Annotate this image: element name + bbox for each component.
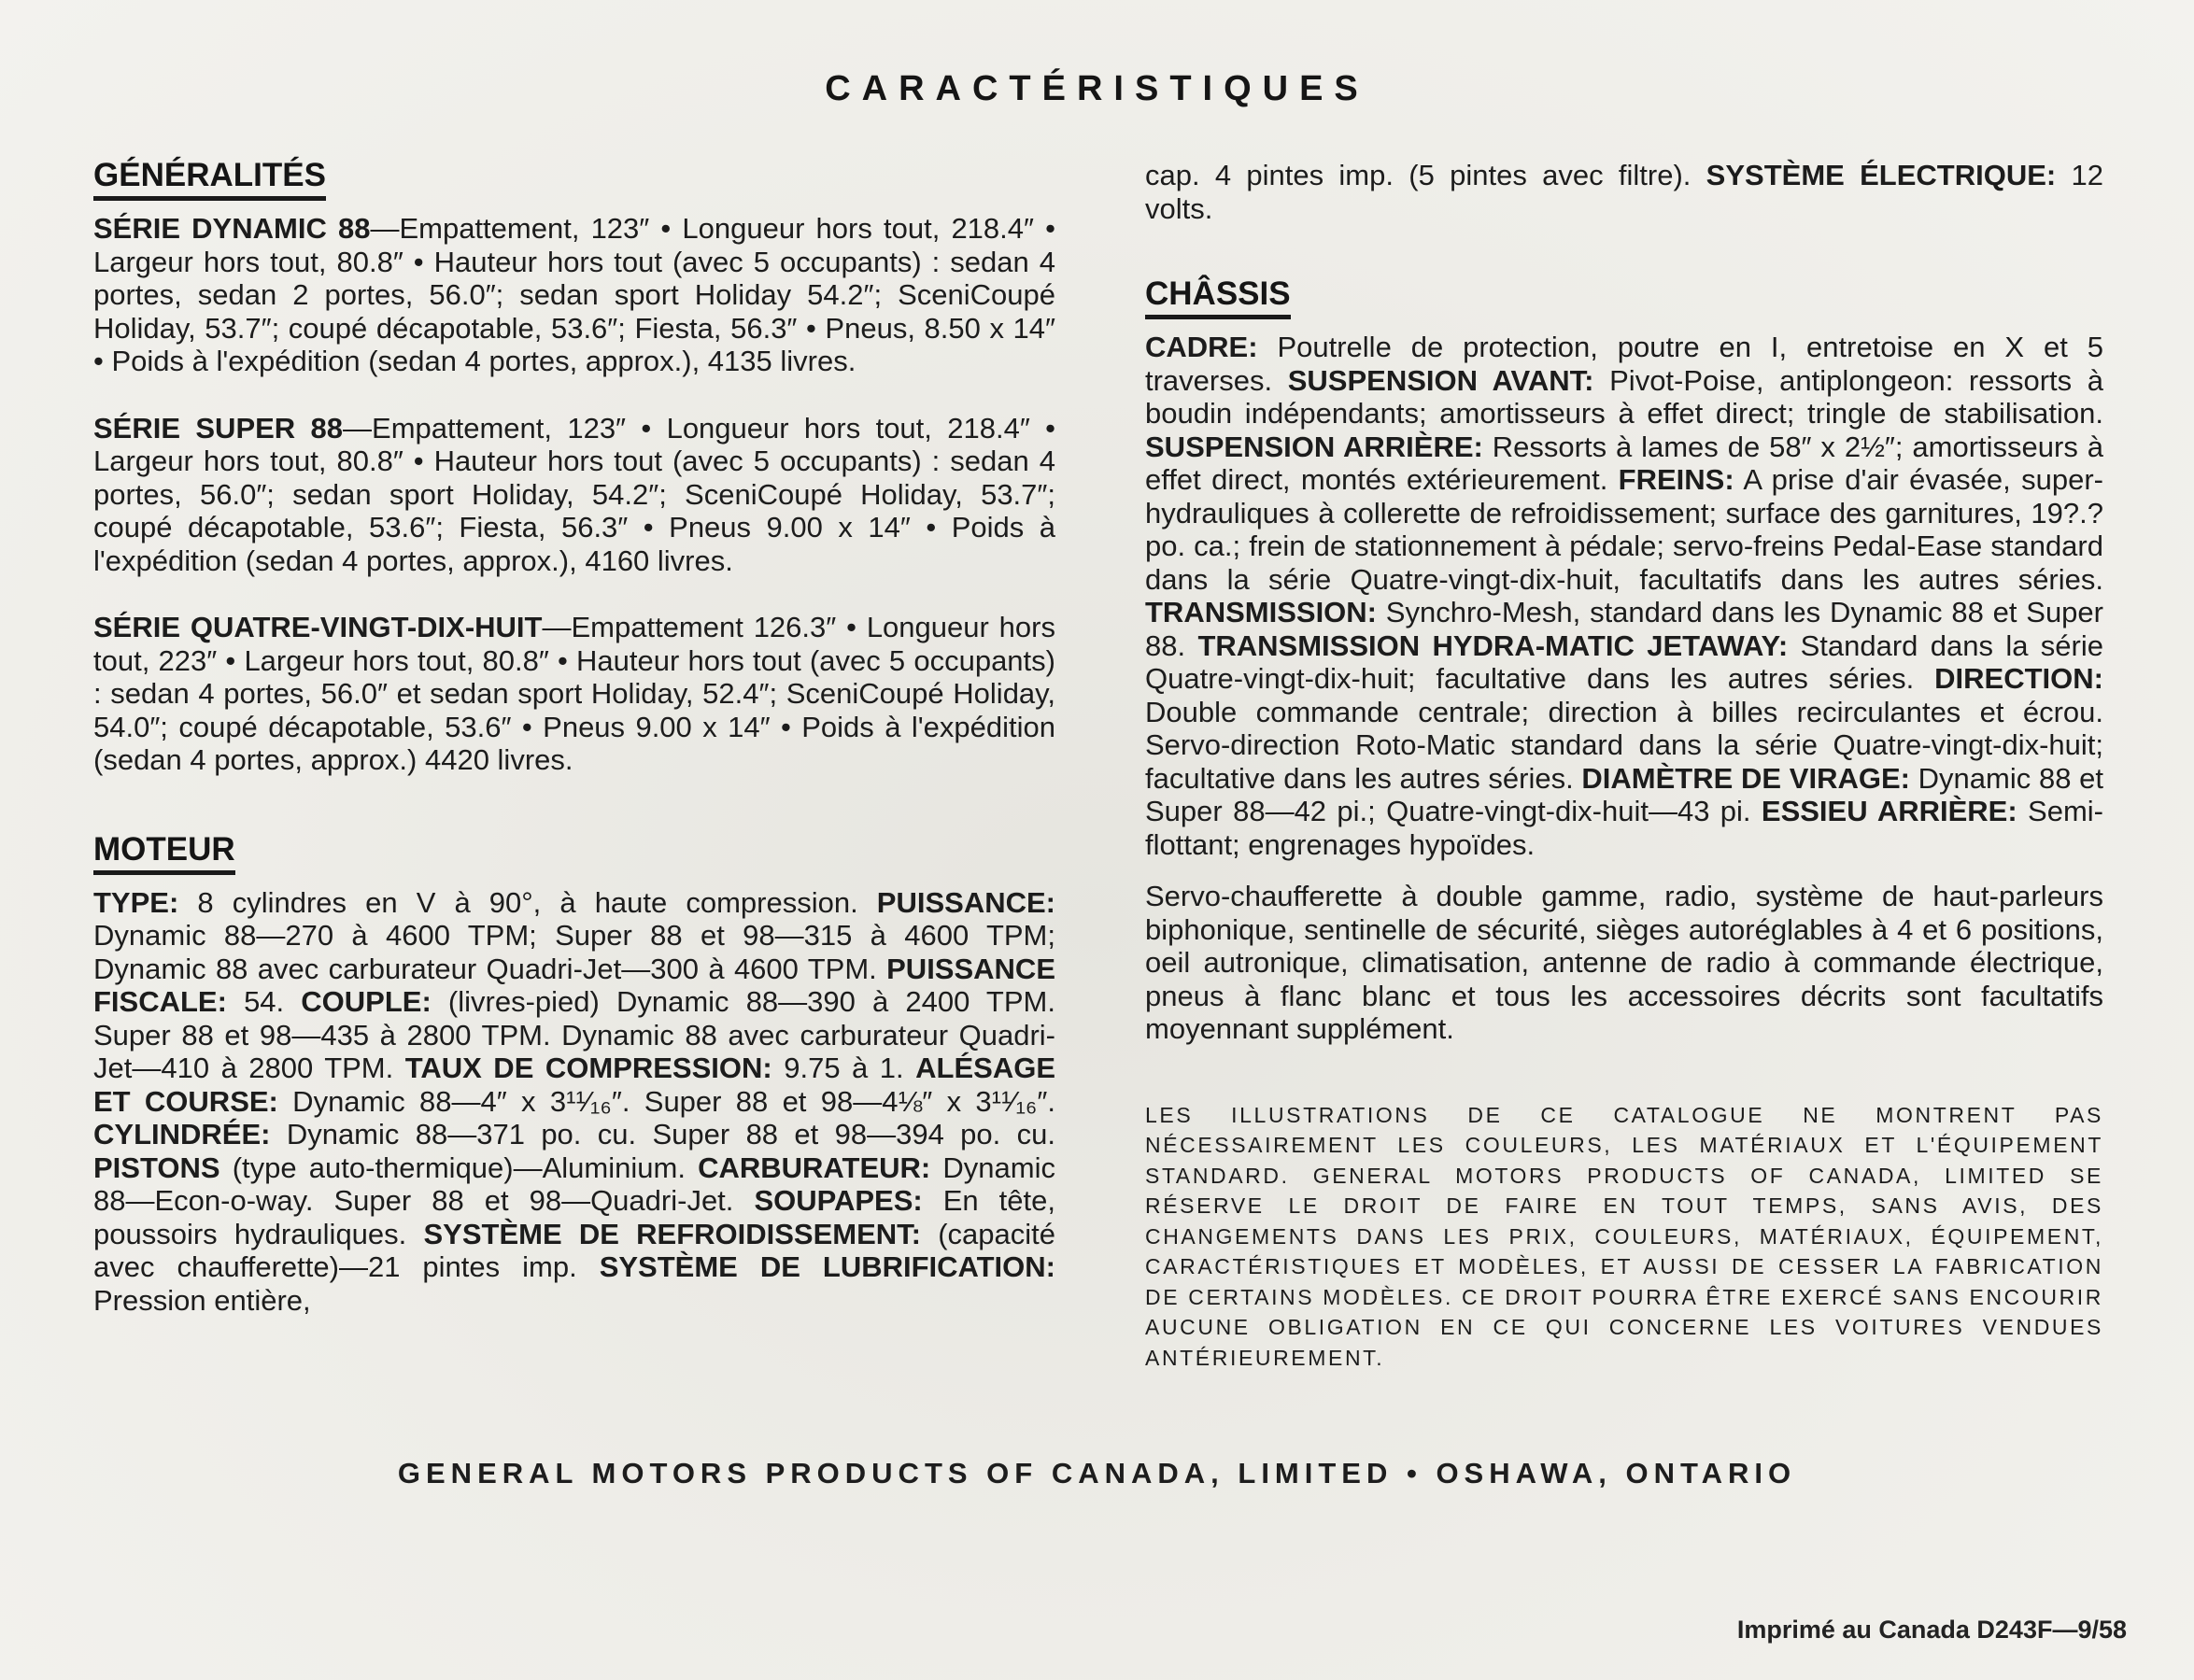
spec-label: PUISSANCE:	[876, 885, 1055, 919]
spec-label: SUSPENSION AVANT:	[1287, 363, 1594, 397]
spec-label: SYSTÈME DE LUBRIFICATION:	[599, 1250, 1055, 1283]
spec-text: 9.75 à 1.	[771, 1052, 916, 1084]
spec-text: (capacité avec chaufferette)—21 pintes imp.	[93, 1217, 1055, 1283]
spec-text: 8 cylindres en V à 90°, à haute compression.	[178, 885, 877, 919]
spec-moteur	[93, 886, 1055, 1318]
spec-text: Pivot-Poise, antiplongeon: ressorts à boudin indépendants; amortisseurs à effet direct; tringle de stabilisation.	[1145, 363, 2104, 430]
spec-text: Pression entière,	[93, 1283, 311, 1317]
spec-quatre-vingt-dix-huit	[93, 611, 1055, 777]
spec-text: —Empattement, 123″ • Longueur hors tout, 218.4″ • Largeur hors tout, 80.8″ • Hauteur hors tout (avec 5 occupants) : sedan 4 portes, sedan 2 portes, 56.0″; sedan sport Holiday 54.2″; SceniCoupé Holiday, 53.7″; coupé décapotable, 53.6″; Fiesta, 56.3″ • Pneus, 8.50 x 14″ • Poids à l'expédition (sedan 4 portes, approx.), 4135 livres.	[93, 212, 1055, 377]
spec-super-88	[93, 412, 1055, 578]
spec-label: COUPLE:	[301, 985, 432, 1018]
spec-chassis	[1145, 331, 2103, 861]
spec-label: SUSPENSION ARRIÈRE:	[1145, 430, 1483, 463]
spec-text: Dynamic 88—4″ x 3¹¹⁄₁₆″. Super 88 et 98—4⅛″ x 3¹¹⁄₁₆″.	[277, 1084, 1055, 1118]
spec-continuation	[1145, 159, 2103, 225]
spec-text: En tête, poussoirs hydrauliques.	[93, 1184, 1056, 1250]
left-column	[93, 157, 1055, 1317]
spec-label: TAUX DE COMPRESSION:	[404, 1052, 772, 1084]
spec-text: Poutrelle de protection, poutre en I, entretoise en X et 5 traverses.	[1145, 331, 2103, 397]
spec-label: SYSTÈME DE REFROIDISSEMENT:	[423, 1217, 921, 1250]
spec-label: CYLINDRÉE:	[93, 1118, 271, 1151]
spec-label: SÉRIE SUPER 88	[93, 411, 344, 445]
spec-text: cap. 4 pintes imp. (5 pintes avec filtre).	[1145, 159, 1706, 191]
spec-text: (type auto-thermique)—Aluminium.	[219, 1151, 699, 1184]
accessoires-paragraph: Servo-chaufferette à double gamme, radio, système de haut-parleurs biphonique, sentinelle de sécurité, sièges autoréglables à 4 et 6 positions, oeil autronique, climatisation, antenne de radio à commande électrique, pneus à flanc blanc et tous les accessoires décrits sont facultatifs moyennant supplément.	[1145, 880, 2103, 1045]
spec-text: (livres-pied) Dynamic 88—390 à 2400 TPM. Super 88 et 98—435 à 2800 TPM. Dynamic 88 avec carburateur Quadri-Jet—410 à 2800 TPM.	[93, 985, 1055, 1084]
spec-text: Synchro-Mesh, standard dans les Dynamic 88 et Super 88.	[1145, 596, 2103, 662]
spec-text: Semi-flottant; engrenages hypoïdes.	[1145, 795, 2103, 861]
spec-text: Standard dans la série Quatre-vingt-dix-huit; facultative dans les autres séries.	[1145, 628, 2103, 695]
spec-label: DIAMÈTRE DE VIRAGE:	[1581, 761, 1910, 795]
spec-text: 54.	[226, 985, 302, 1018]
spec-text: Dynamic 88—270 à 4600 TPM; Super 88 et 98—315 à 4600 TPM; Dynamic 88 avec carburateur Quadri-Jet—300 à 4600 TPM.	[93, 919, 1055, 985]
spec-label: SYSTÈME ÉLECTRIQUE:	[1706, 159, 2057, 191]
spec-text: Dynamic 88—371 po. cu. Super 88 et 98—394 po. cu.	[270, 1118, 1055, 1151]
spec-label: ESSIEU ARRIÈRE:	[1761, 795, 2017, 827]
spec-text: 12 volts.	[1145, 159, 2103, 225]
spec-text: A prise d'air évasée, super-hydrauliques à collerette de refroidissement; surface des garnitures, 19?.? po. ca.; frein de stationnement à pédale; servo-freins Pedal-Ease standard dans la série Quatre-vingt-dix-huit, facultatifs dans les autres séries.	[1145, 463, 2103, 596]
spec-label: PUISSANCE FISCALE:	[93, 952, 1055, 1018]
section-heading-moteur: MOTEUR	[93, 831, 235, 875]
print-code: Imprimé au Canada D243F—9/58	[1736, 1616, 2127, 1644]
spec-text: —Empattement, 123″ • Longueur hors tout, 218.4″ • Largeur hors tout, 80.8″ • Hauteur hors tout (avec 5 occupants) : sedan 4 portes, 56.0″; sedan sport Holiday, 54.2″; SceniCoupé Holiday, 53.7″; coupé décapotable, 53.6″; Fiesta, 56.3″ • Pneus 9.00 x 14″ • Poids à l'expédition (sedan 4 portes, approx.), 4160 livres.	[93, 411, 1055, 577]
page-title: CARACTÉRISTIQUES	[825, 69, 1369, 108]
spec-text: Dynamic 88—Econ-o-way. Super 88 et 98—Quadri-Jet.	[93, 1151, 1055, 1217]
disclaimer-notice: LES ILLUSTRATIONS DE CE CATALOGUE NE MONTRENT PAS NÉCESSAIREMENT LES COULEURS, LES MATÉRIAUX ET L'ÉQUIPEMENT STANDARD. GENERAL MOTORS PRODUCTS OF CANADA, LIMITED SE RÉSERVE LE DROIT DE FAIRE EN TOUT TEMPS, SANS AVIS, DES CHANGEMENTS DANS LES PRIX, COULEURS, MATÉRIAUX, ÉQUIPEMENT, CARACTÉRISTIQUES ET MODÈLES, ET AUSSI DE CESSER LA FABRICATION DE CERTAINS MODÈLES. CE DROIT POURRA ÊTRE EXERCÉ SANS ENCOURIR AUCUNE OBLIGATION EN CE QUI CONCERNE LES VOITURES VENDUES ANTÉRIEUREMENT.	[1145, 1102, 2103, 1370]
spec-label: CADRE:	[1145, 331, 1258, 363]
spec-text: Dynamic 88 et Super 88—42 pi.; Quatre-vingt-dix-huit—43 pi.	[1145, 761, 2103, 827]
spec-label: FREINS:	[1618, 463, 1734, 496]
spec-label: TRANSMISSION:	[1145, 596, 1377, 628]
spec-label: TYPE:	[93, 885, 179, 919]
spec-label: DIRECTION:	[1934, 662, 2103, 695]
spec-text: Ressorts à lames de 58″ x 2½″; amortisseurs à effet direct, montés extérieurement.	[1145, 430, 2103, 496]
spec-label: SÉRIE QUATRE-VINGT-DIX-HUIT	[93, 611, 543, 643]
spec-label: SÉRIE DYNAMIC 88	[93, 212, 371, 245]
footer-company: GENERAL MOTORS PRODUCTS OF CANADA, LIMITED • OSHAWA, ONTARIO	[397, 1457, 1797, 1489]
spec-label: PISTONS	[93, 1151, 220, 1184]
spec-label: TRANSMISSION HYDRA-MATIC JETAWAY:	[1197, 628, 1789, 662]
spec-label: CARBURATEUR:	[698, 1151, 931, 1184]
right-column	[1145, 159, 2103, 1373]
section-heading-generalites: GÉNÉRALITÉS	[93, 157, 326, 201]
spec-text: Double commande centrale; direction à billes recirculantes et écrou. Servo-direction Roto-Matic standard dans la série Quatre-vingt-dix-huit; facultative dans les autres séries.	[1145, 695, 2103, 795]
spec-label: ALÉSAGE ET COURSE:	[93, 1052, 1055, 1118]
spec-dynamic-88	[93, 212, 1055, 378]
section-heading-chassis: CHÂSSIS	[1145, 275, 1291, 319]
spec-text: —Empattement 126.3″ • Longueur hors tout, 223″ • Largeur hors tout, 80.8″ • Hauteur hors tout (avec 5 occupants) : sedan 4 portes, 56.0″ et sedan sport Holiday, 52.4″; SceniCoupé Holiday, 54.0″; coupé décapotable, 53.6″ • Pneus 9.00 x 14″ • Poids à l'expédition (sedan 4 portes, approx.) 4420 livres.	[93, 611, 1055, 776]
spec-label: SOUPAPES:	[754, 1184, 923, 1217]
